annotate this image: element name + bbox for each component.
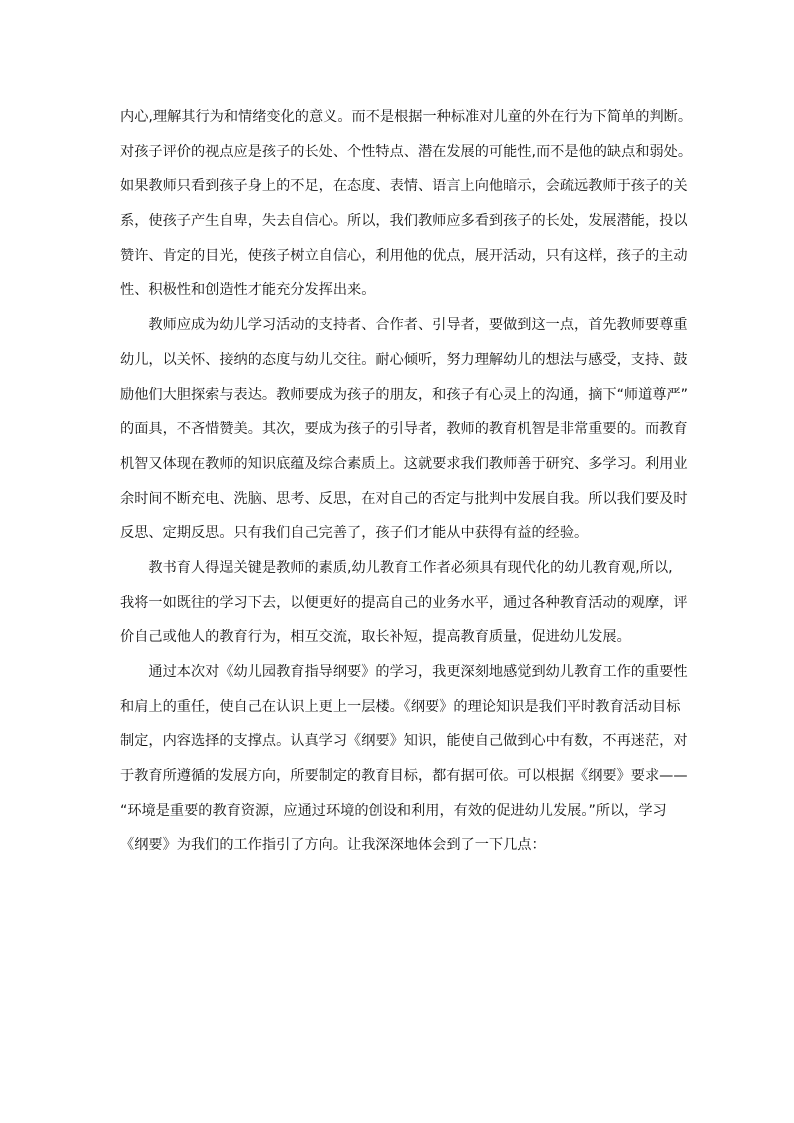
text-line: 反思、定期反思。只有我们自己完善了，孩子们才能从中获得有益的经验。 [120,525,589,542]
text-line: 性、积极性和创造性才能充分发挥出来。 [120,282,376,299]
text-line: 余时间不断充电、洗脑、思考、反思，在对自己的否定与批判中发展自我。所以我们要及时 [120,490,688,507]
text-line: 励他们大胆探索与表达。教师要成为孩子的朋友，和孩子有心灵上的沟通，摘下“师道尊严” [120,386,689,403]
text-line: 机智又体现在教师的知识底蕴及综合素质上。这就要求我们教师善于研究、多学习。利用业 [120,455,688,472]
text-line: 教书育人得逞关键是教师的素质,幼儿教育工作者必须具有现代化的幼儿教育观,所以, [120,559,673,576]
text-line: 和肩上的重任，使自己在认识上更上一层楼。《纲要》的理论知识是我们平时教育活动目标 [120,698,681,715]
text-line: 我将一如既往的学习下去，以便更好的提高自己的业务水平，通过各种教育活动的观摩，评 [120,594,688,611]
text-line: 于教育所遵循的发展方向，所要制定的教育目标，都有据可依。可以根据《纲要》要求—— [120,768,688,785]
text-line: 赞许、肯定的目光，使孩子树立自信心，利用他的优点，展开活动，只有这样，孩子的主动 [120,247,688,264]
body-text [120,104,693,867]
text-line: 幼儿，以关怀、接纳的态度与幼儿交往。耐心倾听，努力理解幼儿的想法与感受，支持、鼓 [120,351,688,368]
text-line: 通过本次对《幼儿园教育指导纲要》的学习，我更深刻地感觉到幼儿教育工作的重要性 [120,664,688,680]
text-line: 价自己或他人的教育行为，相互交流，取长补短，提高教育质量，促进幼儿发展。 [120,629,631,646]
text-line: 制定，内容选择的支撑点。认真学习《纲要》知识，能使自己做到心中有数，不再迷茫，对 [120,733,688,750]
text-line: 如果教师只看到孩子身上的不足，在态度、表情、语言上向他暗示，会疏远教师于孩子的关 [120,178,688,195]
text-line: 的面具，不吝惜赞美。其次，要成为孩子的引导者，教师的教育机智是非常重要的。而教育 [120,421,688,438]
text-line: 内心,理解其行为和情绪变化的意义。而不是根据一种标准对儿童的外在行为下简单的判断。 [120,109,693,125]
text-line: “环境是重要的教育资源，应通过环境的创设和利用，有效的促进幼儿发展。”所以，学习 [120,802,667,819]
text-line: 系，使孩子产生自卑，失去自信心。所以，我们教师应多看到孩子的长处，发展潜能，投以 [120,213,688,230]
text-line: 教师应成为幼儿学习活动的支持者、合作者、引导者，要做到这一点，首先教师要尊重 [120,317,688,334]
text-line: 对孩子评价的视点应是孩子的长处、个性特点、潜在发展的可能性,而不是他的缺点和弱处。 [120,143,693,160]
text-line: 《纲要》为我们的工作指引了方向。让我深深地体会到了一下几点： [120,837,546,854]
